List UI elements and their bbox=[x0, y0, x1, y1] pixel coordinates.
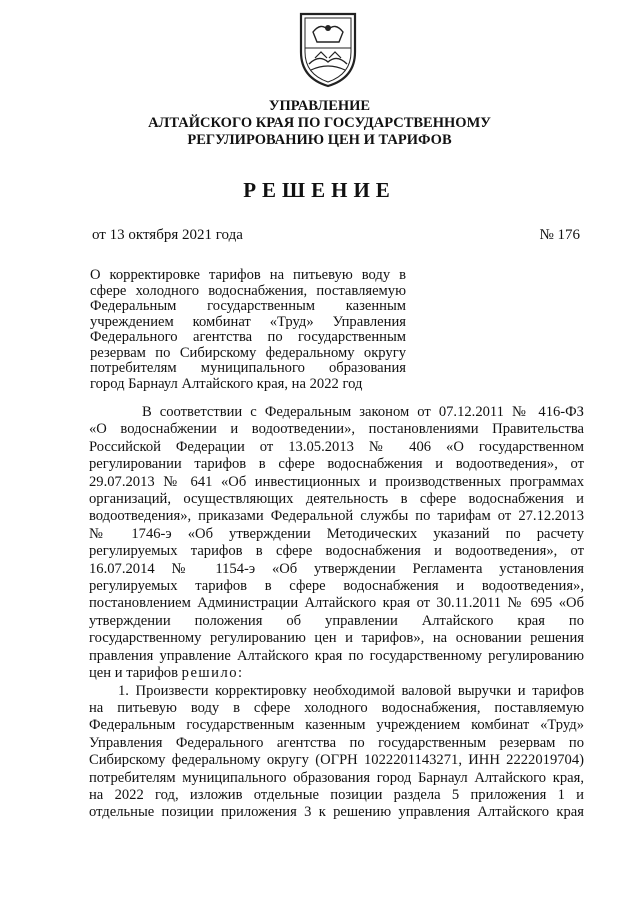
decided-word: решило: bbox=[181, 665, 244, 682]
item-line: Федеральным государственным казенным учреждением комбинат «Труд» bbox=[89, 717, 584, 734]
body-line: государственному регулированию цен и тарифов», на основании решения bbox=[89, 630, 584, 647]
document-number: № 176 bbox=[539, 227, 580, 243]
org-line-2: АЛТАЙСКОГО КРАЯ ПО ГОСУДАРСТВЕННОМУ bbox=[148, 115, 491, 131]
document-date: от 13 октября 2021 года bbox=[92, 227, 243, 243]
org-line-3: РЕГУЛИРОВАНИЮ ЦЕН И ТАРИФОВ bbox=[187, 132, 452, 148]
body-line: Российской Федерации от 13.05.2013 № 406 «О государственном bbox=[89, 438, 584, 455]
body-line: 29.07.2013 № 641 «Об инвестиционных и производственных программах bbox=[89, 473, 584, 490]
body-line: № 1746-э «Об утверждении Методических указаний по расчету bbox=[89, 525, 584, 542]
subject-line: Федерального агентства по государственным bbox=[90, 329, 406, 345]
body-line: правления управление Алтайского края по государственному регулированию bbox=[89, 647, 584, 664]
item-line: отдельные позиции приложения 3 к решению управления Алтайского края bbox=[89, 804, 584, 821]
document-type-title: РЕШЕНИЕ bbox=[243, 178, 396, 202]
subject-line: Федеральным государственным казенным bbox=[90, 298, 406, 314]
body-line: постановлением Администрации Алтайского края от 30.11.2011 № 695 «Об bbox=[89, 595, 584, 612]
body-line: регулируемых тарифов в сфере водоснабжения и водоотведения», bbox=[89, 578, 584, 595]
coat-of-arms-emblem bbox=[295, 8, 361, 88]
document-body bbox=[89, 404, 584, 822]
body-line: регулируемых тарифов в сфере водоснабжения и водоотведения», от bbox=[89, 543, 584, 560]
body-line: В соответствии с Федеральным законом от 07.12.2011 № 416-ФЗ bbox=[142, 404, 584, 420]
body-line-text: цен и тарифов bbox=[89, 665, 178, 682]
item-line: Управления Федерального агентства по государственным резервам по bbox=[89, 734, 584, 751]
subject-line: город Барнаул Алтайского края, на 2022 год bbox=[90, 375, 363, 392]
body-line: утверждении положения об управлении Алтайского края по bbox=[89, 612, 584, 629]
body-line: «О водоснабжении и водоотведении», постановлениями Правительства bbox=[89, 421, 584, 438]
subject-line: учреждением комбинат «Труд» Управления bbox=[90, 313, 406, 330]
subject-line: сфере холодного водоснабжения, поставляемую bbox=[90, 282, 406, 299]
document-subject bbox=[90, 268, 406, 392]
item-line: на 2022 год, изложив отдельные позиции раздела 5 приложения 1 и bbox=[89, 786, 584, 803]
body-line: водоотведения», приказами Федеральной службы по тарифам от 27.12.2013 bbox=[89, 508, 584, 525]
item-line: на питьевую воду в сфере холодного водоснабжения, поставляемую bbox=[89, 699, 584, 716]
body-line-final bbox=[89, 665, 584, 682]
item-line: Сибирскому федеральному округу (ОГРН 1022201143271, ИНН 2222019704) bbox=[89, 752, 584, 769]
item-line: потребителям муниципального образования город Барнаул Алтайского края, bbox=[89, 769, 584, 786]
subject-line: потребителям муниципального образования bbox=[90, 360, 406, 376]
item-line: 1. Произвести корректировку необходимой валовой выручки и тарифов bbox=[118, 682, 584, 699]
body-line: 16.07.2014 № 1154-э «Об утверждении Регламента установления bbox=[89, 560, 584, 577]
subject-line: резервам по Сибирскому федеральному округу bbox=[90, 344, 406, 361]
subject-line: О корректировке тарифов на питьевую воду в bbox=[90, 267, 406, 283]
org-line-1: УПРАВЛЕНИЕ bbox=[268, 98, 371, 114]
body-line: регулировании тарифов в сфере водоснабжения и водоотведения», от bbox=[89, 456, 584, 473]
organization-name bbox=[0, 98, 639, 149]
body-line: организаций, осуществляющих деятельность в сфере водоснабжения и bbox=[89, 491, 584, 508]
